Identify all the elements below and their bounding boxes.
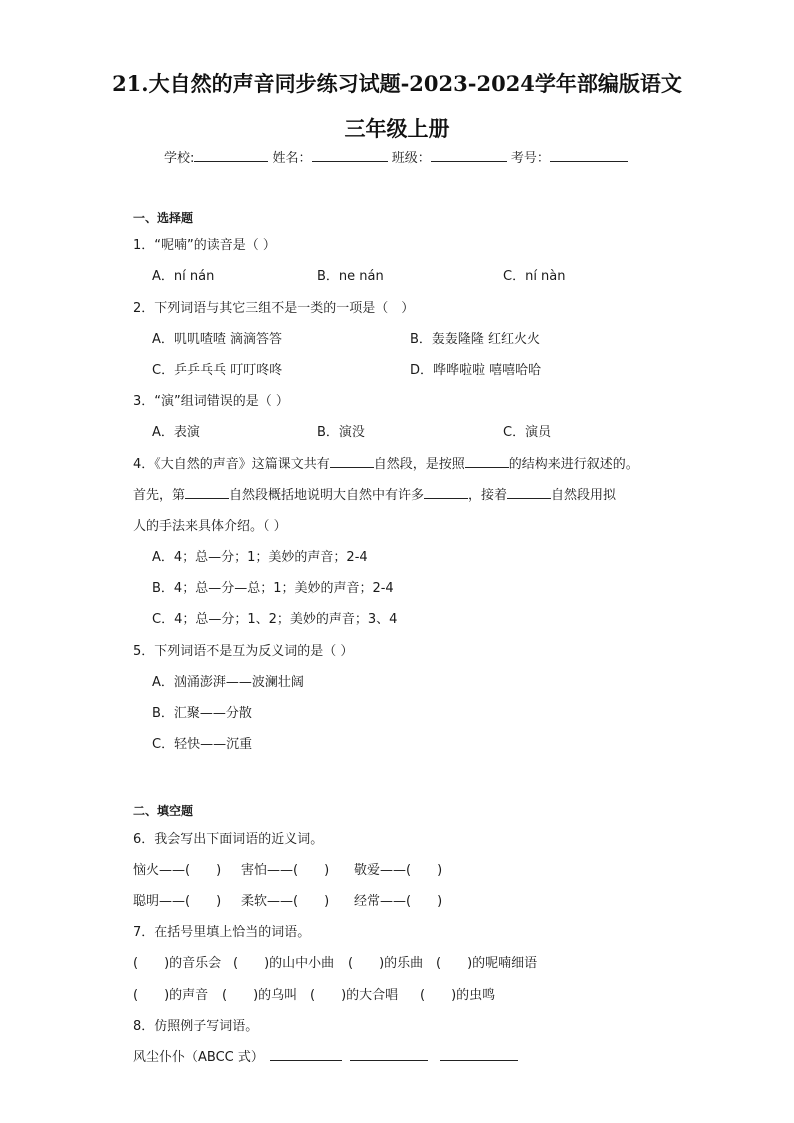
q4-blank-5[interactable] <box>507 486 551 499</box>
q7-row1-item1: ( )的音乐会 <box>133 956 222 971</box>
q7-row1-item3: ( )的乐曲 <box>348 956 424 971</box>
q4-option-b[interactable]: B．4；总—分—总；1；美妙的声音；2-4 <box>152 581 394 596</box>
class-label: 班级： <box>391 151 431 166</box>
q3-option-c[interactable]: C．演员 <box>503 425 552 440</box>
q4-text-2a: 首先，第 <box>133 488 186 503</box>
q5-option-b[interactable]: B．汇聚——分散 <box>152 706 252 721</box>
section-choice-heading: 一、选择题 <box>133 211 194 225</box>
q8-blank-2[interactable] <box>350 1048 428 1061</box>
q3-option-a[interactable]: A．表演 <box>152 425 200 440</box>
page-title-line1: 21.大自然的声音同步练习试题-2023-2024学年部编版语文 <box>112 71 682 96</box>
q1-option-c[interactable]: C．ní nàn <box>503 269 566 284</box>
section-fill-heading: 二、填空题 <box>133 804 194 818</box>
q6-row1-item3: 敬爱——( ) <box>354 863 443 878</box>
q4-blank-3[interactable] <box>185 486 229 499</box>
q4-text-1c: 的结构来进行叙述的。 <box>508 457 639 472</box>
q1-option-a[interactable]: A．ní nán <box>152 269 215 284</box>
q2-option-b[interactable]: B．轰轰隆隆 红红火火 <box>410 332 541 347</box>
number-label: 考号： <box>510 151 550 166</box>
q4-blank-1[interactable] <box>330 455 374 468</box>
q4-option-a[interactable]: A．4；总—分；1；美妙的声音；2-4 <box>152 550 368 565</box>
q1-option-b[interactable]: B．ne nán <box>317 269 384 284</box>
page-title-line2: 三年级上册 <box>344 116 450 141</box>
school-field[interactable] <box>194 149 268 162</box>
q2-option-c[interactable]: C．乒乒乓乓 叮叮咚咚 <box>152 363 283 378</box>
q8-blank-1[interactable] <box>270 1048 342 1061</box>
q6-row2-item2: 柔软——( ) <box>241 894 330 909</box>
q5-text: 5．下列词语不是互为反义词的是（ ） <box>133 644 354 659</box>
q8-text: 8．仿照例子写词语。 <box>133 1019 259 1034</box>
q2-option-a[interactable]: A．叽叽喳喳 滴滴答答 <box>152 332 283 347</box>
school-label: 学校: <box>164 151 195 166</box>
q3-text: 3．“演”组词错误的是（ ） <box>133 394 289 409</box>
q6-text: 6．我会写出下面词语的近义词。 <box>133 832 324 847</box>
q5-option-a[interactable]: A．汹涌澎湃——波澜壮阔 <box>152 675 304 690</box>
name-label: 姓名： <box>272 151 312 166</box>
number-field[interactable] <box>550 149 628 162</box>
name-field[interactable] <box>312 149 388 162</box>
q2-text: 2．下列词语与其它三组不是一类的一项是（ ） <box>133 301 415 316</box>
q4-blank-4[interactable] <box>424 486 468 499</box>
q7-row2-item1: ( )的声音 <box>133 988 209 1003</box>
q3-option-b[interactable]: B．演没 <box>317 425 365 440</box>
q4-option-c[interactable]: C．4；总—分；1、2；美妙的声音；3、4 <box>152 612 398 627</box>
q6-row1-item1: 恼火——( ) <box>133 863 222 878</box>
q6-row2-item1: 聪明——( ) <box>133 894 222 909</box>
student-info-row <box>164 147 628 166</box>
class-field[interactable] <box>431 149 507 162</box>
q4-line1 <box>133 453 639 472</box>
q7-text: 7．在括号里填上恰当的词语。 <box>133 925 311 940</box>
q4-text-2b: 自然段概括地说明大自然中有许多 <box>229 488 425 503</box>
q4-text-2d: 自然段用拟 <box>551 488 617 503</box>
q2-option-d[interactable]: D．哗哗啦啦 嘻嘻哈哈 <box>410 363 542 378</box>
q7-row1-item4: ( )的呢喃细语 <box>436 956 538 971</box>
q4-text-1b: 自然段，是按照 <box>373 457 465 472</box>
q8-blank-3[interactable] <box>440 1048 518 1061</box>
q4-line3: 人的手法来具体介绍。（ ） <box>133 519 287 534</box>
q6-row1-item2: 害怕——( ) <box>241 863 330 878</box>
q8-example-row <box>133 1046 518 1065</box>
q6-row2-item3: 经常——( ) <box>354 894 443 909</box>
q4-line2 <box>133 484 616 503</box>
q1-text: 1．“呢喃”的读音是（ ） <box>133 238 276 253</box>
q4-blank-2[interactable] <box>465 455 509 468</box>
q7-row2-item2: ( )的乌叫 <box>222 988 298 1003</box>
q4-text-1a: 4．《大自然的声音》这篇课文共有 <box>133 457 330 472</box>
q7-row2-item3: ( )的大合唱 <box>310 988 399 1003</box>
q7-row2-item4: ( )的虫鸣 <box>420 988 496 1003</box>
q7-row1-item2: ( )的山中小曲 <box>233 956 335 971</box>
q4-text-2c: ，接着 <box>468 488 508 503</box>
q5-option-c[interactable]: C．轻快——沉重 <box>152 737 253 752</box>
q8-example: 风尘仆仆（ABCC 式） <box>133 1050 264 1065</box>
